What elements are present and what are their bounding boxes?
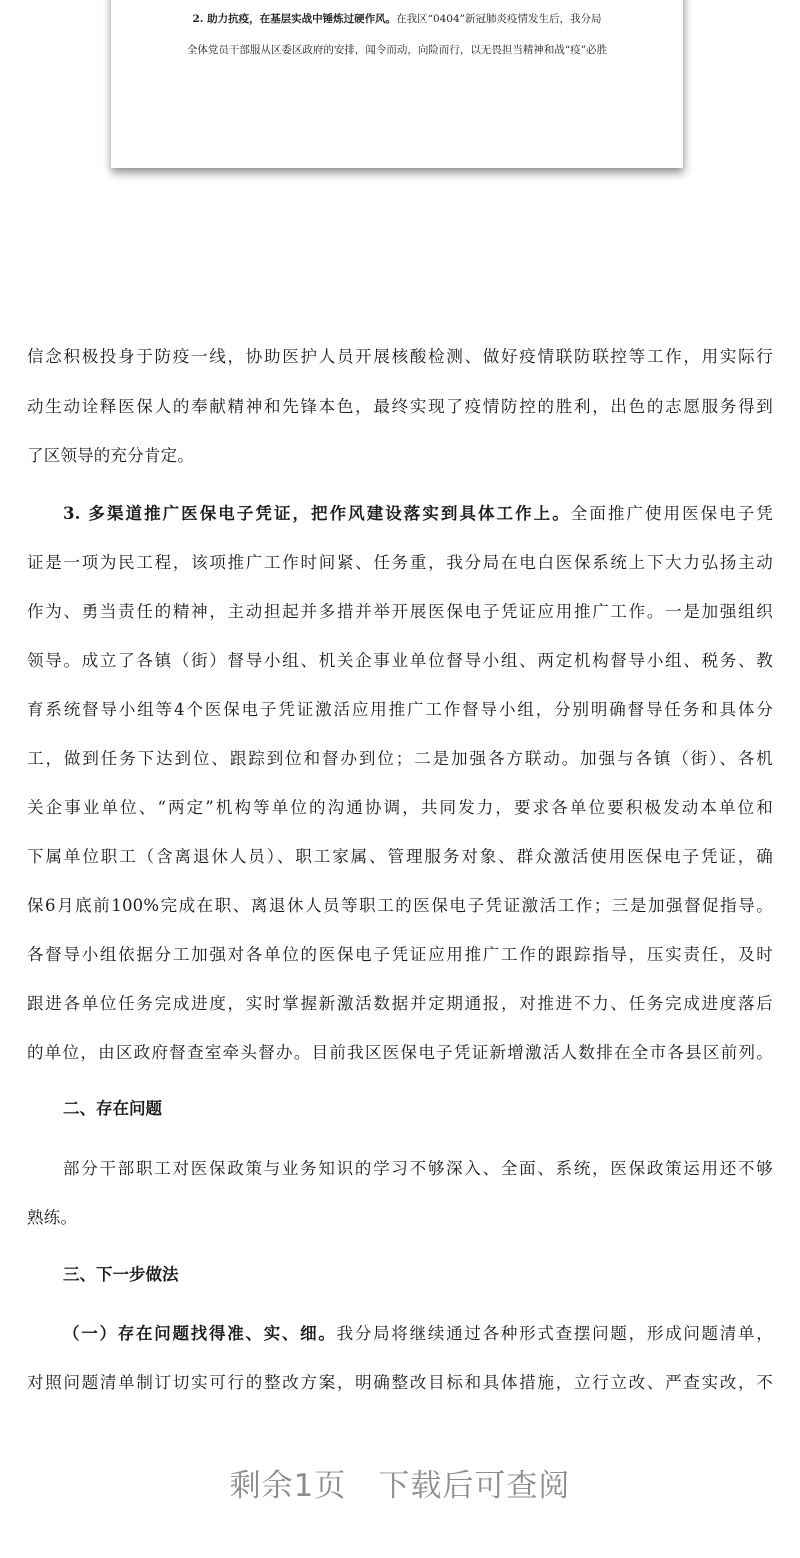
paragraph-line: 下属单位职工（含离退休人员）、职工家属、管理服务对象、群众激活使用医保电子凭证，确 [27,847,773,866]
preview-line-2: 全体党员干部服从区委区政府的安排，闻令而动，向险而行，以无畏担当精神和战“疫”必胜 [186,44,608,56]
paragraph-first-line: 部分干部职工对医保政策与业务知识的学习不够深入、全面、系统，医保政策运用还不够 [63,1159,773,1178]
paragraph-line: 关企事业单位、“两定”机构等单位的沟通协调，共同发力，要求各单位要积极发动本单位和 [27,798,773,817]
paragraph-line: 对照问题清单制订切实可行的整改方案，明确整改目标和具体措施，立行立改、严查实改，不 [27,1373,773,1392]
paragraph-line: 了区领导的充分肯定。 [27,446,194,465]
paragraph-line: 信念积极投身于防疫一线，协助医护人员开展核酸检测、做好疫情联防联控等工作，用实际行 [27,347,773,366]
paragraph-line: 动生动诠释医保人的奉献精神和先锋本色，最终实现了疫情防控的胜利，出色的志愿服务得到 [27,397,773,416]
paragraph-line: 保6月底前100%完成在职、离退休人员等职工的医保电子凭证激活工作；三是加强督促指导。 [27,896,773,915]
paragraph-line: 领导。成立了各镇（街）督导小组、机关企事业单位督导小组、两定机构督导小组、税务、教 [27,651,773,670]
paragraph-line: 的单位，由区政府督查室牵头督办。目前我区医保电子凭证新增激活人数排在全市各县区前列。 [27,1043,773,1062]
paragraph-line: 作为、勇当责任的精神，主动担起并多措并举开展医保电子凭证应用推广工作。一是加强组织 [27,602,773,621]
download-prompt[interactable]: 剩余1页 下载后可查阅 [229,1468,571,1504]
paragraph-line: 育系统督导小组等4个医保电子凭证激活应用推广工作督导小组，分别明确督导任务和具体分 [27,700,773,719]
previous-page-preview [111,0,683,168]
paragraph-first-line: （一）存在问题找得准、实、细。我分局将继续通过各种形式查摆问题，形成问题清单， [63,1324,773,1343]
preview-line-1: 2. 助力抗疫，在基层实战中锤炼过硬作风。在我区“0404”新冠肺炎疫情发生后，我分局 [192,13,602,25]
paragraph-line: 证是一项为民工程，该项推广工作时间紧、任务重，我分局在电白医保系统上下大力弘扬主动 [27,553,773,572]
paragraph-line: 各督导小组依据分工加强对各单位的医保电子凭证应用推广工作的跟踪指导，压实责任，及时 [27,945,773,964]
paragraph-first-line: 3. 多渠道推广医保电子凭证，把作风建设落实到具体工作上。全面推广使用医保电子凭 [63,504,773,523]
section-heading: 三、下一步做法 [63,1265,179,1284]
paragraph-line: 熟练。 [27,1208,78,1227]
paragraph-line: 跟进各单位任务完成进度，实时掌握新激活数据并定期通报，对推进不力、任务完成进度落后 [27,994,773,1013]
section-heading: 二、存在问题 [63,1099,162,1118]
paragraph-line: 工，做到任务下达到位、跟踪到位和督办到位；二是加强各方联动。加强与各镇（街）、各机 [27,749,773,768]
